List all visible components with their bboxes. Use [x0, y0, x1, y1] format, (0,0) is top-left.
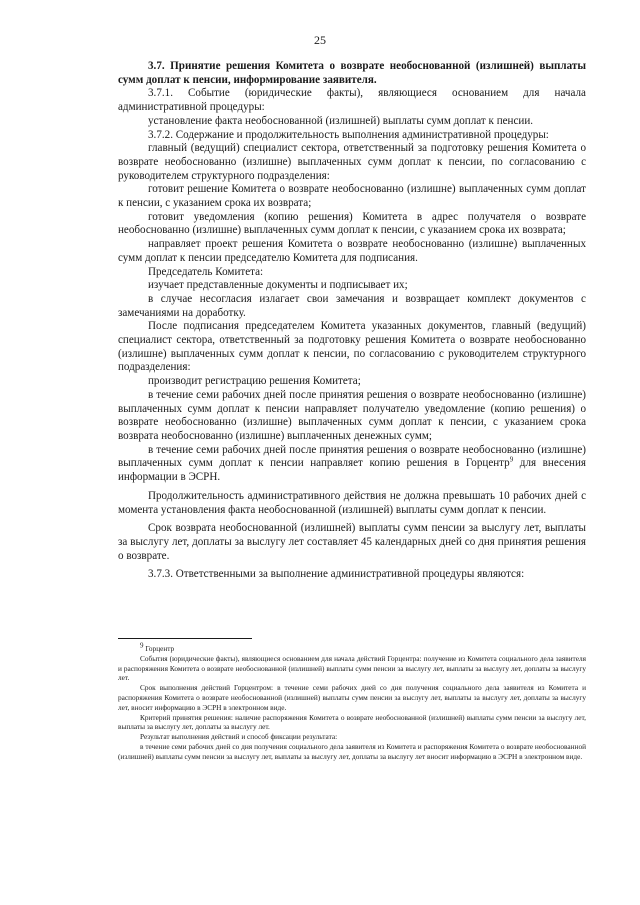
paragraph: направляет проект решения Комитета о возврате необоснованно (излишне) выплаченных сумм доплат к пенсии председателю Комитета для подписания.: [118, 238, 586, 264]
footnote-mark: 9: [140, 641, 144, 650]
horizon-paragraph-tail: для внесения информации в ЭСРН.: [118, 457, 586, 484]
footnote-paragraph: в течение семи рабочих дней со дня получения социального дела заявителя из Комитета и распоряжения Комитета о возврате необоснованной (излишней) выплаты сумм пенсии за выслугу лет, выплаты за выслугу лет, доплаты за выслугу лет вносит информацию в ЭСРН в электронном виде.: [118, 741, 586, 761]
paragraph: в случае несогласия излагает свои замечания и возвращает комплект документов с замечаниями на доработку.: [118, 292, 586, 319]
footnote-paragraph: Результат выполнения действий и способ фиксации результата:: [140, 732, 338, 742]
horizon-paragraph: [118, 444, 586, 485]
paragraph: Председатель Комитета:: [148, 265, 264, 278]
footnote-divider: [118, 638, 252, 639]
main-text: [118, 60, 586, 582]
paragraph: в течение семи рабочих дней после принятия решения о возврате необоснованно (излишне) выплаченных сумм доплат к пенсии направляет получателю уведомление (копию решения) о возврате необоснованно (излишне) выплаченных сумм доплат к пенсии, с указанием срока возврата необоснованно (излишне) выплаченных денежных сумм;: [118, 388, 586, 442]
paragraph: 3.7.2. Содержание и продолжительность выполнения административной процедуры:: [148, 128, 549, 141]
paragraph: установление факта необоснованной (излишней) выплаты сумм доплат к пенсии.: [148, 114, 534, 127]
paragraph: изучает представленные документы и подписывает их;: [148, 279, 408, 292]
return-period-paragraph: Срок возврата необоснованной (излишней) выплаты сумм пенсии за выслугу лет, выплаты за выслугу лет, доплаты за выслугу лет составляет 45 календарных дней со дня принятия решения о возврате.: [118, 522, 586, 562]
page-number: 25: [314, 33, 326, 47]
footnote-title: [118, 641, 586, 654]
footnote-title-text: Горцентр: [143, 644, 175, 653]
paragraph: производит регистрацию решения Комитета;: [148, 375, 361, 388]
paragraph: готовит решение Комитета о возврате необоснованно (излишне) выплаченных сумм доплат к пенсии, с указанием срока их возврата;: [118, 183, 586, 210]
footnote-reference: 9: [509, 455, 514, 464]
footnote: [118, 641, 586, 762]
paragraph: главный (ведущий) специалист сектора, ответственный за подготовку решения Комитета о возврате необоснованно (излишне) выплаченных сумм доплат к пенсии, по согласованию с руководителем структурного подразделения:: [118, 142, 586, 182]
footnote-paragraph: Срок выполнения действий Горцентром: в течение семи рабочих дней со дня получения социального дела заявителя из Комитета и распоряжения Комитета о возврате необоснованной (излишней) выплаты сумм пенсии за выслугу лет, выплаты за выслугу лет, доплаты за выслугу лет, вносит информацию в ЭСРН в электронном виде.: [118, 683, 586, 712]
paragraph: После подписания председателем Комитета указанных документов, главный (ведущий) специалист сектора, ответственный за подготовку решения Комитета о возврате необоснованно (излишне) выплаченных сумм доплат к пенсии, по согласованию с руководителем структурного подразделения:: [118, 320, 586, 374]
paragraph: готовит уведомления (копию решения) Комитета в адрес получателя о возврате необоснованно (излишне) выплаченных сумм доплат к пенсии, с указанием срока их возврата;: [118, 210, 586, 237]
footnote-paragraph: События (юридические факты), являющиеся основанием для начала действий Горцентра: получение из Комитета социального дела заявителя и распоряжения Комитета о возврате необоснованной (излишней) выплаты сумм пенсии за выслугу лет, выплаты за выслугу лет, доплаты за выслугу лет.: [118, 653, 586, 683]
paragraph: 3.7.1. Событие (юридические факты), являющиеся основанием для начала административной процедуры:: [118, 87, 586, 114]
horizon-paragraph-text: в течение семи рабочих дней после принятия решения о возврате необоснованно (излишне) выплаченных сумм доплат к пенсии направляет копию решения в Горцентр: [118, 443, 586, 470]
section-heading: 3.7. Принятие решения Комитета о возврате необоснованной (излишней) выплаты сумм доплат к пенсии, информирование заявителя.: [118, 60, 586, 86]
responsible-paragraph: 3.7.3. Ответственными за выполнение административной процедуры являются:: [148, 568, 525, 581]
duration-paragraph: Продолжительность административного действия не должна превышать 10 рабочих дней с момента установления факта необоснованной (излишней) выплаты сумм доплат к пенсии.: [118, 489, 586, 516]
footnote-paragraph: Критерий принятия решения: наличие распоряжения Комитета о возврате необоснованной (излишней) выплаты сумм пенсии за выслугу лет, выплаты за выслугу лет, доплаты за выслугу лет.: [118, 712, 586, 732]
